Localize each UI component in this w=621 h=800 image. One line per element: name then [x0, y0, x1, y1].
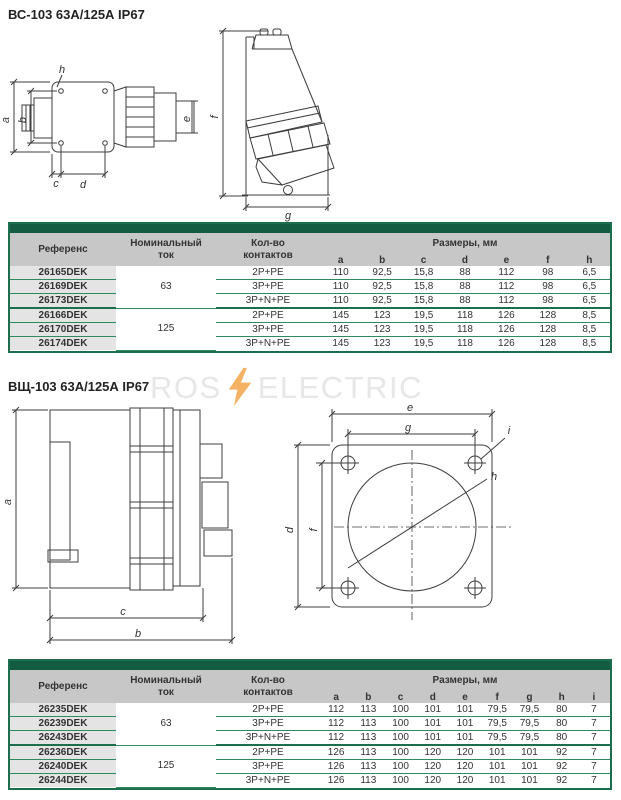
col-header-current: Номинальный ток [116, 233, 216, 266]
dim-col-header: g [513, 691, 545, 703]
table-row [10, 323, 610, 337]
dim-cell: 145 [320, 323, 361, 337]
table-row [10, 266, 610, 280]
contacts-cell: 2P+PE [216, 745, 320, 760]
dim-cell: 101 [513, 760, 545, 774]
table-row [10, 280, 610, 294]
dim-cell: 101 [449, 717, 481, 731]
dim-label-d: d [284, 526, 296, 534]
table-row [10, 337, 610, 351]
contacts-cell: 2P+PE [216, 266, 320, 280]
dim-col-header: h [546, 691, 578, 703]
dim-cell: 100 [384, 717, 416, 731]
dim-cell: 98 [527, 294, 568, 309]
ref-cell: 26236DEK [10, 745, 116, 760]
dim-cell: 100 [384, 731, 416, 746]
watermark-text-left: ROS [150, 369, 222, 405]
dim-col-header: f [481, 691, 513, 703]
dim-col-header: f [527, 254, 568, 266]
table-row [10, 745, 610, 760]
dim-cell: 7 [578, 745, 610, 760]
dim-cell: 118 [457, 337, 473, 349]
contacts-cell: 3P+PE [216, 760, 320, 774]
table-row [10, 731, 610, 746]
dim-cell: 100 [392, 774, 409, 786]
dim-cell: 118 [444, 323, 485, 337]
dim-label-f: f [209, 115, 221, 119]
contacts-cell: 3P+N+PE [216, 731, 320, 746]
ref-cell: 26170DEK [10, 323, 116, 337]
table-row [10, 774, 610, 788]
dim-label-b: b [17, 116, 29, 124]
contacts-cell: 3P+PE [216, 323, 320, 337]
dim-cell: 88 [444, 266, 485, 280]
table-row [10, 703, 610, 717]
dim-label-h: h [58, 64, 66, 76]
dim-cell: 80 [546, 717, 578, 731]
dim-cell: 101 [417, 731, 449, 746]
table-row [10, 308, 610, 323]
dim-cell: 120 [417, 745, 449, 760]
dim-cell: 79,5 [513, 717, 545, 731]
dim-cell: 19,5 [403, 323, 444, 337]
dim-cell: 120 [449, 760, 481, 774]
dim-cell: 126 [486, 308, 527, 323]
col-header-current: Номинальный ток [116, 670, 216, 703]
contacts-cell: 3P+PE [216, 280, 320, 294]
dim-cell: 92 [546, 760, 578, 774]
contacts-cell: 3P+N+PE [245, 337, 291, 349]
dim-cell: 79,5 [513, 703, 545, 717]
dim-cell: 101 [417, 703, 449, 717]
dim-cell: 19,5 [413, 337, 434, 349]
dim-col-header: c [384, 691, 416, 703]
col-header-ref: Референс [10, 670, 116, 703]
dim-cell: 15,8 [403, 294, 444, 309]
dim-cell: 101 [488, 774, 506, 786]
ref-cell: 26169DEK [10, 280, 116, 294]
col-header-dims: Размеры, мм [320, 233, 610, 254]
table-row [10, 717, 610, 731]
dim-col-header: b [352, 691, 384, 703]
dim-cell: 101 [449, 731, 481, 746]
dim-cell: 100 [384, 745, 416, 760]
dim-cell: 126 [327, 774, 345, 786]
section1-table [8, 222, 612, 353]
watermark-text-right: ELECTRIC [257, 369, 423, 405]
dim-cell: 128 [539, 337, 557, 349]
current-cell: 63 [116, 266, 216, 308]
dim-cell: 123 [361, 323, 402, 337]
col-header-contacts: Кол-во контактов [216, 670, 320, 703]
section2-technical-drawing [0, 398, 621, 656]
dim-cell: 113 [352, 731, 384, 746]
current-cell: 125 [116, 308, 216, 350]
mounting-flange-front-view [294, 409, 505, 610]
dim-cell: 113 [352, 703, 384, 717]
dim-cell: 92,5 [361, 294, 402, 309]
dim-cell: 112 [320, 731, 352, 746]
dim-cell: 98 [527, 280, 568, 294]
dim-cell: 92 [546, 745, 578, 760]
current-cell: 125 [116, 745, 216, 787]
inclined-socket-side-view [219, 28, 334, 211]
dim-cell: 145 [332, 337, 350, 349]
dim-cell: 120 [449, 745, 481, 760]
dim-cell: 113 [352, 760, 384, 774]
dim-cell: 126 [486, 323, 527, 337]
dim-col-header: a [320, 691, 352, 703]
col-header-ref: Референс [10, 233, 116, 266]
dim-cell: 6,5 [569, 266, 610, 280]
dim-col-header: c [403, 254, 444, 266]
dim-label-a: a [0, 116, 12, 124]
dim-label-e: e [181, 115, 193, 123]
ref-cell: 26235DEK [10, 703, 116, 717]
dim-cell: 7 [578, 717, 610, 731]
dim-cell: 101 [481, 745, 513, 760]
dim-cell: 92 [556, 774, 568, 786]
dim-cell: 123 [361, 308, 402, 323]
dim-cell: 120 [456, 774, 474, 786]
dim-cell: 126 [320, 760, 352, 774]
dim-cell: 110 [320, 280, 361, 294]
dim-cell: 101 [521, 774, 538, 786]
dim-cell: 8,5 [569, 323, 610, 337]
dim-cell: 8,5 [582, 337, 597, 349]
dim-col-header: a [320, 254, 361, 266]
ref-cell: 26173DEK [10, 294, 116, 309]
dim-cell: 100 [384, 703, 416, 717]
dim-cell: 145 [320, 308, 361, 323]
dim-label-g: g [404, 422, 412, 434]
contacts-cell: 3P+N+PE [245, 774, 291, 786]
dim-cell: 7 [578, 731, 610, 746]
dim-label-d: d [79, 179, 87, 191]
plug-side-view [10, 75, 198, 178]
dim-col-header: h [569, 254, 610, 266]
dim-cell: 123 [373, 337, 391, 349]
section2-title: ВЩ-103 63А/125А IP67 [8, 379, 150, 394]
dim-cell: 15,8 [403, 280, 444, 294]
dim-cell: 120 [417, 760, 449, 774]
ref-cell: 26239DEK [10, 717, 116, 731]
col-header-contacts: Кол-во контактов [216, 233, 320, 266]
dim-cell: 88 [444, 280, 485, 294]
dim-cell: 113 [352, 717, 384, 731]
section2-table [8, 659, 612, 790]
contacts-cell: 2P+PE [216, 703, 320, 717]
dim-cell: 6,5 [569, 294, 610, 309]
dim-col-header: d [444, 254, 485, 266]
dim-cell: 8,5 [569, 308, 610, 323]
dim-cell: 101 [481, 760, 513, 774]
dim-label-c: c [120, 606, 126, 618]
dim-cell: 120 [424, 774, 442, 786]
dim-label-c: c [53, 178, 59, 190]
dim-cell: 79,5 [481, 731, 513, 746]
ref-cell: 26166DEK [10, 308, 116, 323]
col-header-dims: Размеры, мм [320, 670, 610, 691]
dim-cell: 79,5 [481, 703, 513, 717]
dim-cell: 92,5 [361, 266, 402, 280]
dim-cell: 128 [527, 308, 568, 323]
contacts-cell: 3P+N+PE [216, 294, 320, 309]
dim-cell: 112 [320, 703, 352, 717]
table-row [10, 294, 610, 309]
dim-col-header: d [417, 691, 449, 703]
dim-cell: 101 [417, 717, 449, 731]
dim-cell: 19,5 [403, 308, 444, 323]
dim-col-header: e [486, 254, 527, 266]
dim-label-f: f [308, 528, 320, 532]
current-cell: 63 [116, 703, 216, 745]
contacts-cell: 2P+PE [216, 308, 320, 323]
ref-cell: 26165DEK [10, 266, 116, 280]
dim-label-a: a [2, 498, 14, 506]
contacts-cell: 3P+PE [216, 717, 320, 731]
dim-cell: 128 [527, 323, 568, 337]
dim-col-header: i [578, 691, 610, 703]
dim-cell: 110 [320, 266, 361, 280]
dim-cell: 98 [527, 266, 568, 280]
dim-label-b: b [134, 628, 142, 640]
dim-cell: 79,5 [513, 731, 545, 746]
dim-cell: 100 [384, 760, 416, 774]
dim-cell: 126 [498, 337, 515, 349]
dim-cell: 7 [578, 760, 610, 774]
ref-cell: 26174DEK [10, 337, 116, 351]
ref-cell: 26244DEK [10, 774, 116, 788]
dim-cell: 92,5 [361, 280, 402, 294]
dim-cell: 15,8 [403, 266, 444, 280]
dim-cell: 112 [486, 294, 527, 309]
dim-col-header: e [449, 691, 481, 703]
ref-cell: 26243DEK [10, 731, 116, 746]
dim-cell: 80 [546, 703, 578, 717]
dim-cell: 112 [486, 266, 527, 280]
dim-cell: 110 [320, 294, 361, 309]
dim-cell: 118 [444, 308, 485, 323]
dim-cell: 88 [444, 294, 485, 309]
dim-label-e: e [406, 402, 414, 414]
dim-cell: 6,5 [569, 280, 610, 294]
dim-cell: 113 [360, 774, 377, 786]
ref-cell: 26240DEK [10, 760, 116, 774]
dim-cell: 113 [352, 745, 384, 760]
dim-label-h: h [490, 471, 498, 483]
dim-col-header: b [361, 254, 402, 266]
dim-cell: 101 [513, 745, 545, 760]
dim-label-g: g [284, 210, 292, 222]
dim-cell: 7 [578, 703, 610, 717]
dim-cell: 7 [591, 774, 597, 786]
dim-label-i: i [507, 425, 511, 437]
table-top-bar [10, 661, 610, 670]
dim-cell: 112 [486, 280, 527, 294]
section1-technical-drawing [0, 25, 400, 225]
table-top-bar [10, 224, 610, 233]
dim-cell: 126 [320, 745, 352, 760]
dim-cell: 80 [546, 731, 578, 746]
section1-title: ВС-103 63А/125А IP67 [8, 7, 145, 22]
dim-cell: 79,5 [481, 717, 513, 731]
table-row [10, 760, 610, 774]
dim-cell: 112 [320, 717, 352, 731]
dim-cell: 101 [449, 703, 481, 717]
